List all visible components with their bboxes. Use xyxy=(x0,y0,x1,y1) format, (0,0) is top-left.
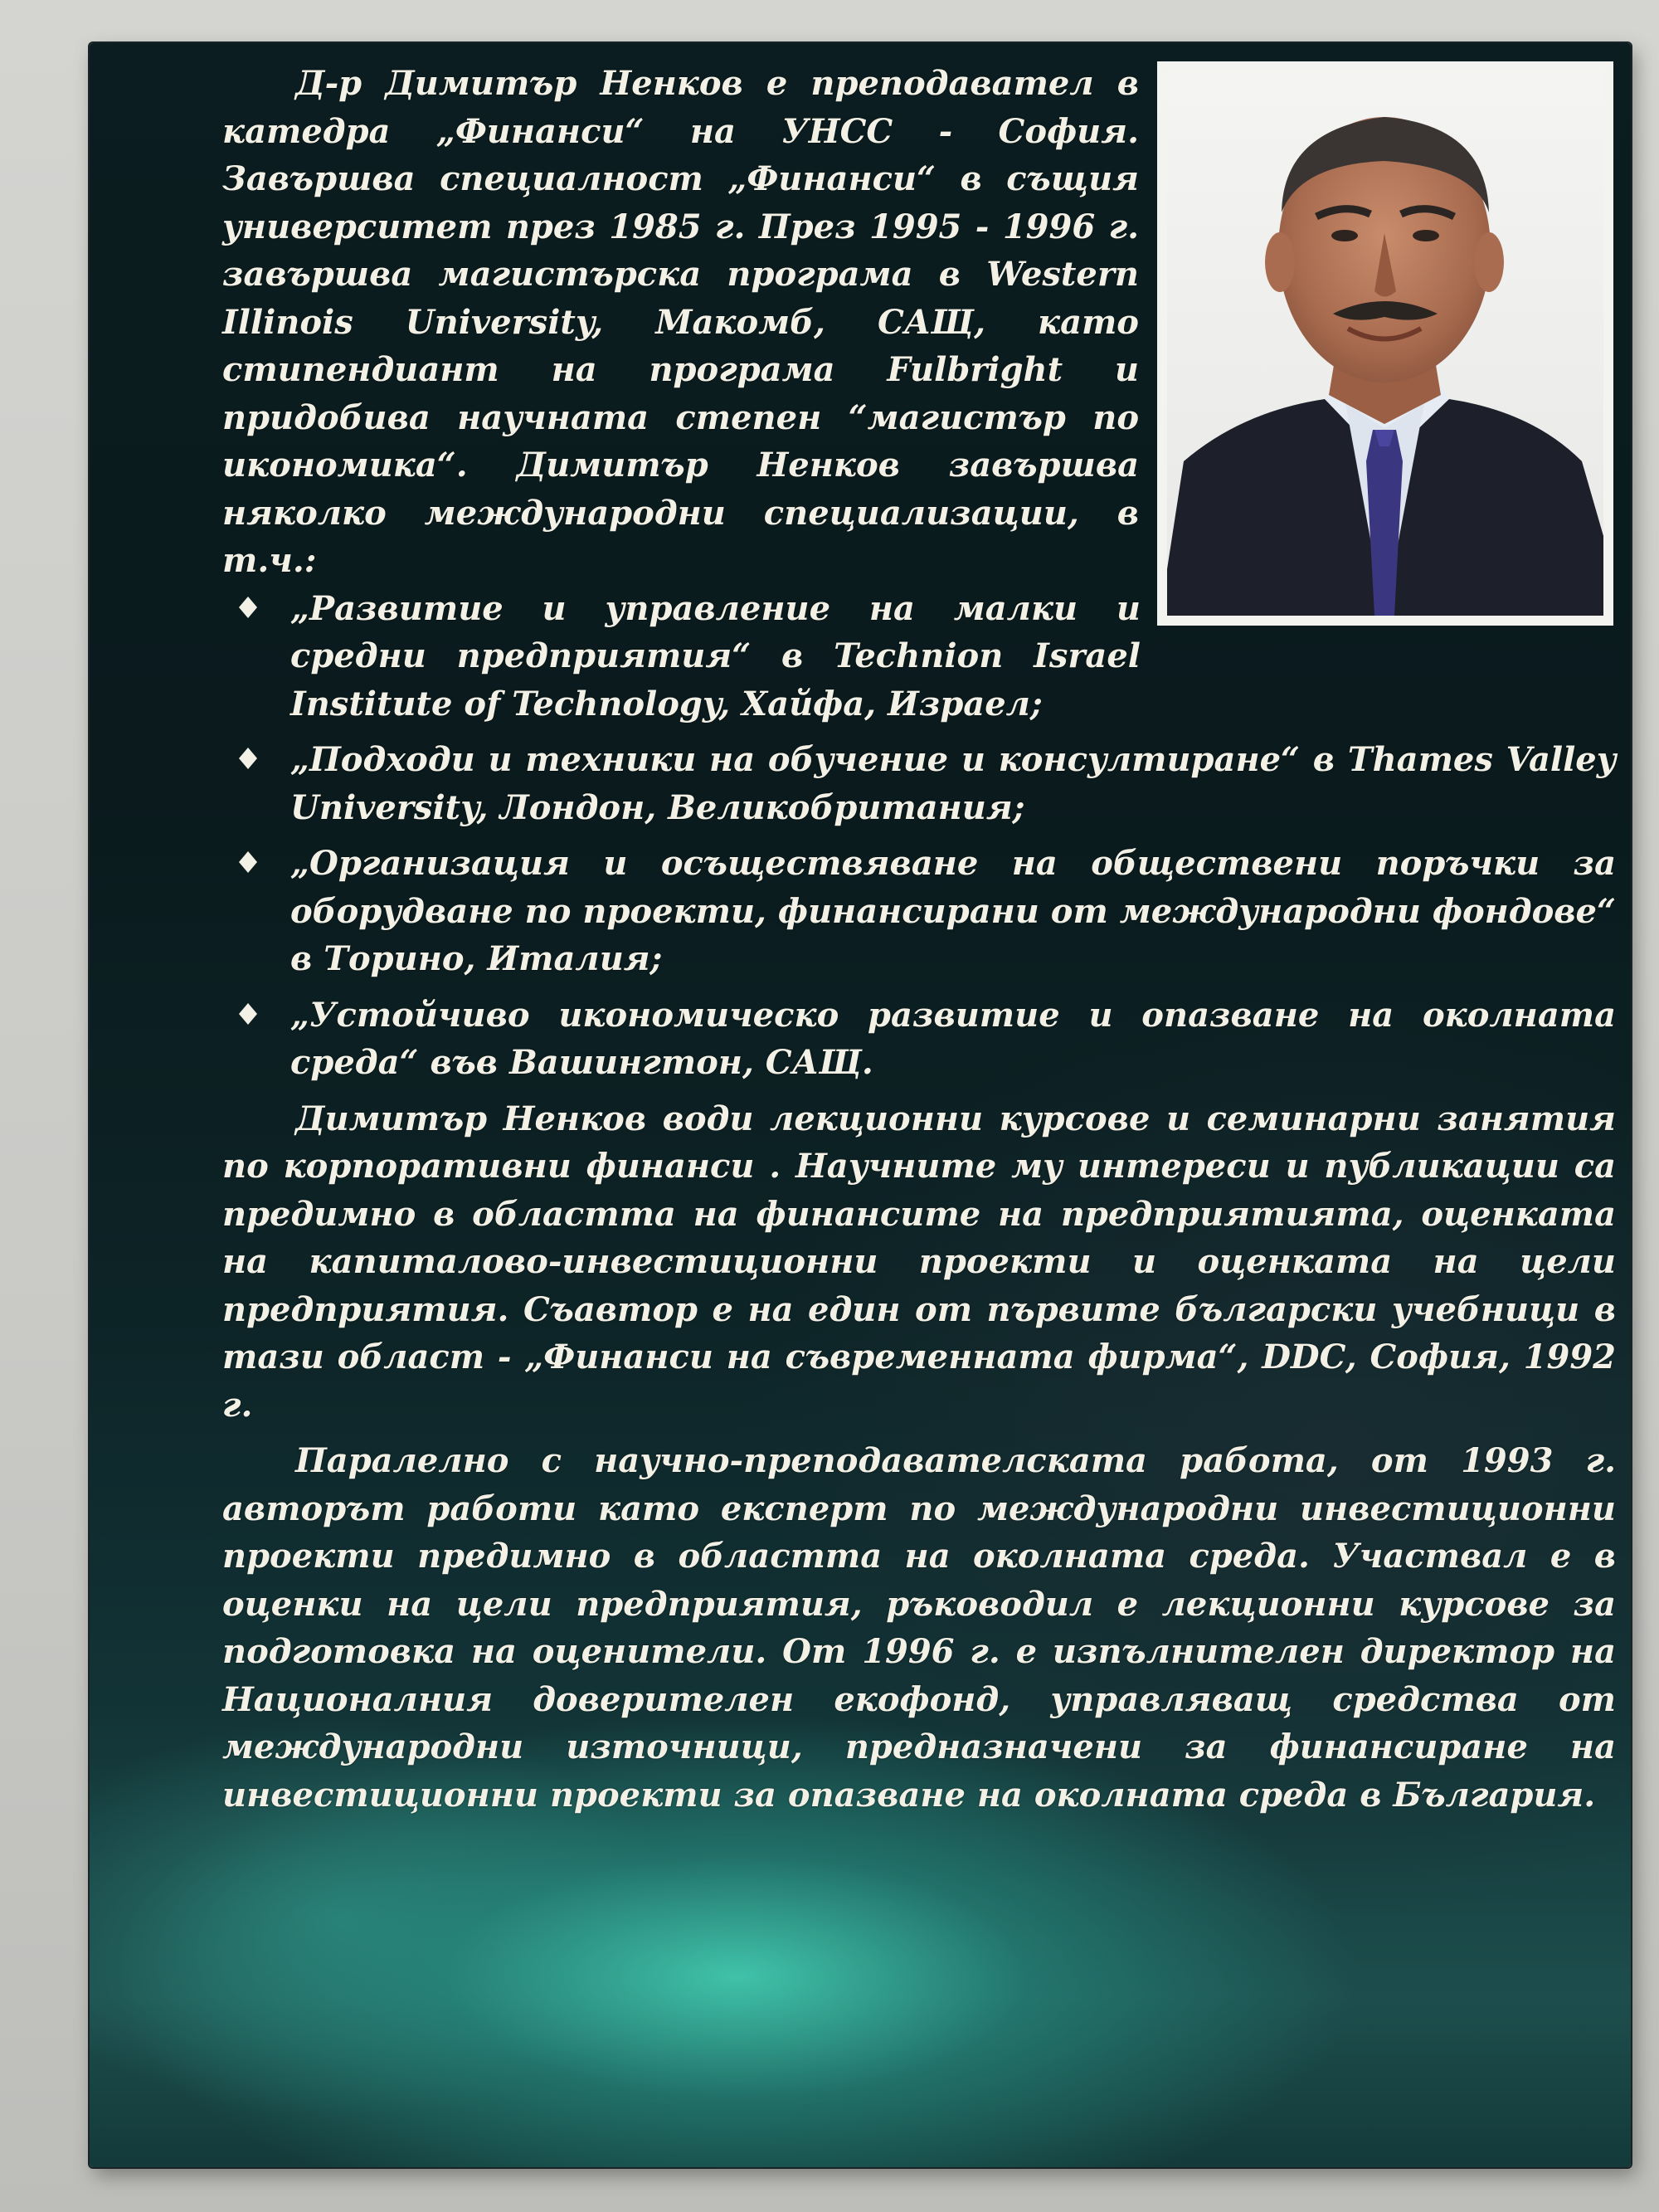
author-biography xyxy=(222,60,1616,1819)
specializations-list xyxy=(222,585,1616,1087)
bio-intro-paragraph: Д-р Димитър Ненков е преподавател в катедра „Финанси“ на УНСС - София. Завършва специалност „Финанси“ в същия университет през 1985 г. През 1995 - 1996 г. завършва магистърска програма в Western Illinois University, Макомб, САЩ, като стипендиант на програма Fulbright и придобива научната степен “магистър по икономика“. Димитър Ненков завършва няколко международни специализации, в т.ч.: xyxy=(222,64,1139,580)
bio-teaching-paragraph: Димитър Ненков води лекционни курсове и семинарни занятия по корпоративни финанси . Научните му интереси и публикации са предимно в областта на финансите на предприятията, оценката на капиталово-инвестиционни проекти и оценката на цели предприятия. Съавтор е на един от първите български учебници в тази област - „Финанси на съвременната фирма“, DDC, София, 1992 г. xyxy=(222,1099,1616,1425)
book-back-cover xyxy=(90,43,1631,2167)
specialization-item xyxy=(222,585,1141,728)
diamond-bullet-icon xyxy=(239,597,257,618)
diamond-bullet-icon xyxy=(239,851,257,873)
specialization-text: „Подходи и техники на обучение и консултиране“ в Thames Valley University, Лондон, Великобритания; xyxy=(290,740,1616,827)
bio-career-paragraph: Паралелно с научно-преподавателската работа, от 1993 г. авторът работи като експерт по международни инвестиционни проекти предимно в областта на околната среда. Участвал е в оценки на цели предприятия, ръководил е лекционни курсове за подготовка на оценители. От 1996 г. е изпълнителен директор на Националния доверителен екофонд, управляващ средства от международни източници, предназначени за финансиране на инвестиционни проекти за опазване на околната среда в България. xyxy=(222,1441,1616,1815)
diamond-bullet-icon xyxy=(239,748,257,769)
specialization-text: „Организация и осъществяване на обществени поръчки за оборудване по проекти, финансирани от международни фондове“ в Торино, Италия; xyxy=(290,844,1616,978)
diamond-bullet-icon xyxy=(239,1003,257,1025)
specialization-text: „Развитие и управление на малки и средни предприятия“ в Technion Israel Institute of Technology, Хайфа, Израел; xyxy=(290,588,1141,724)
specialization-item xyxy=(222,840,1616,983)
specialization-item xyxy=(222,736,1616,831)
specialization-text: „Устойчиво икономическо развитие и опазване на околната среда“ във Вашингтон, САЩ. xyxy=(290,995,1616,1082)
specialization-item xyxy=(222,992,1616,1087)
